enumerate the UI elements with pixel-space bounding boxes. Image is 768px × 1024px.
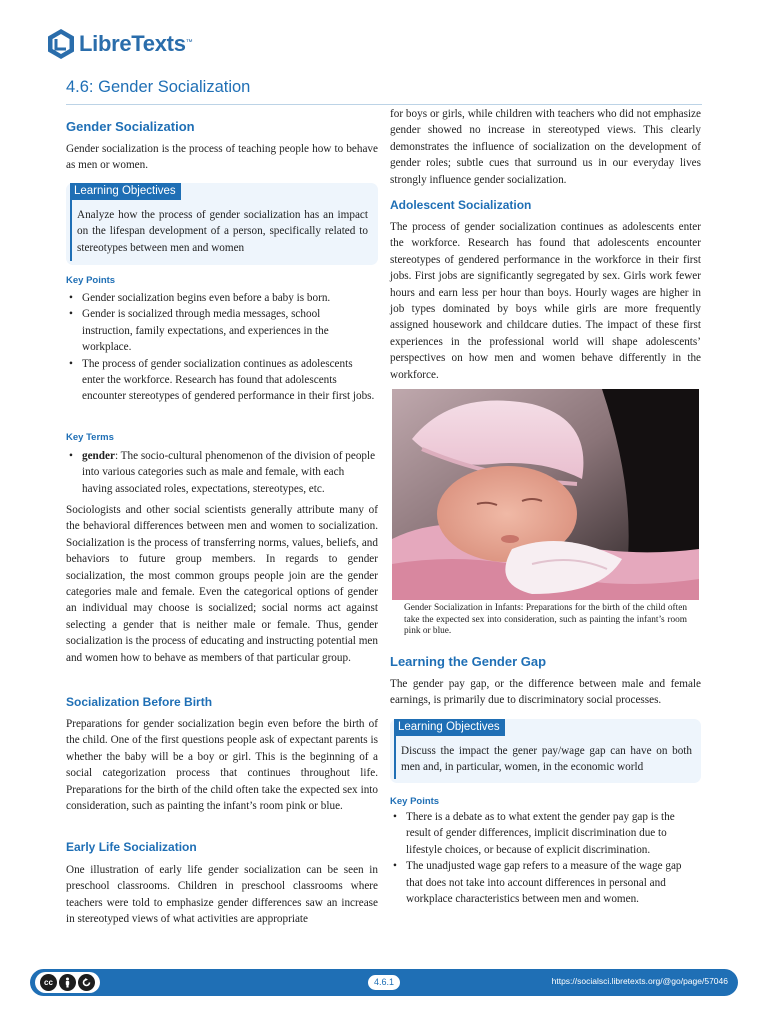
key-points-heading-2: Key Points: [390, 796, 440, 807]
heading-adolescent-socialization: Adolescent Socialization: [390, 198, 532, 212]
share-alike-icon: [81, 977, 92, 988]
key-points-list-1: [66, 290, 378, 405]
title-divider: [66, 104, 702, 105]
key-points-list-2: [390, 809, 701, 907]
key-points-heading-1: Key Points: [66, 275, 116, 286]
list-item: • The process of gender socialization continues as adolescents enter the workforce. Research has found that adolescents encounter stereotypes of gendered performance in their first jobs.: [66, 356, 378, 405]
key-terms-list: [66, 448, 378, 497]
page-number: 4.6.1: [368, 975, 400, 990]
infant-photo: [392, 389, 699, 600]
libretexts-logo-icon: [46, 28, 76, 60]
heading-early-life-socialization: Early Life Socialization: [66, 840, 197, 854]
list-item: • Gender is socialized through media messages, school instruction, family expectations, and experiences in the workplace.: [66, 306, 378, 355]
box-accent-rule: [70, 197, 72, 261]
sa-icon: [78, 974, 95, 991]
cc-icon: cc: [40, 974, 57, 991]
list-item: [66, 448, 378, 497]
brand-trademark: ™: [185, 39, 193, 46]
brand-name: LibreTexts: [79, 31, 186, 56]
heading-socialization-before-birth: Socialization Before Birth: [66, 695, 213, 709]
page-title: 4.6: Gender Socialization: [66, 78, 251, 96]
list-item: • There is a debate as to what extent the gender pay gap is the result of gender differences, implicit discrimination due to lifestyle choices, or because of explicit discrimination.: [390, 809, 701, 858]
heading-gender-socialization: Gender Socialization: [66, 119, 195, 134]
before-birth-paragraph: Preparations for gender socialization begin even before the birth of the child. One of the first questions people ask of expectant parents is whether the baby will be a boy or girl. This is the beginning of a social categorization process that continues throughout life. Preparations for the birth of the child often take the expected sex into consideration, such as painting the infant’s room pink or blue.: [66, 718, 378, 813]
by-icon: [59, 974, 76, 991]
learning-objectives-tag: Learning Objectives: [394, 719, 505, 736]
list-item: • The unadjusted wage gap refers to a measure of the wage gap that does not take into account differences in personal and workplace characteristics between men and women.: [390, 858, 701, 907]
continued-paragraph: for boys or girls, while children with teachers who did not emphasize gender showed no increase in stereotyped views. This clearly demonstrates the influence of socialization on the development of gender roles; subtle cues that surround us in our everyday lives strongly influence gender socialization.: [390, 108, 701, 186]
heading-learning-gender-gap: Learning the Gender Gap: [390, 654, 547, 669]
learning-objectives-text: Discuss the impact the gener pay/wage gap can have on both men and, in particular, women, in the economic world: [401, 745, 692, 774]
learning-objectives-tag: Learning Objectives: [70, 183, 181, 200]
adolescent-paragraph: The process of gender socialization continues as adolescents enter the workforce. Research has found that adolescents encounter stereotypes of gendered performance in the workforce in their first jobs. First jobs are significantly segregated by sex. Girls work fewer hours and earn less per hour than boys. Hourly wages are higher in job types dominated by boys while girls are more frequently assigned housework and childcare duties. The impact of these first experiences in the professional world will shape adolescents’ perspectives on how men and women behave differently in the workforce.: [390, 221, 701, 381]
key-terms-heading: Key Terms: [66, 432, 114, 443]
intro-paragraph: Gender socialization is the process of teaching people how to behave as men or women.: [66, 143, 378, 172]
page-url[interactable]: https://socialsci.libretexts.org/@go/page/57046: [551, 976, 728, 986]
key-term: gender: [82, 450, 115, 462]
early-life-paragraph: One illustration of early life gender socialization can be seen in preschool classrooms. Children in preschool classrooms where teachers were told to emphasize gender differences saw an increase in stereotyped views of what activities are appropriate: [66, 864, 378, 926]
learning-objectives-box-1: [66, 183, 378, 265]
key-term-definition: : The socio-cultural phenomenon of the division of people into various categories such as male and female, with each having associated roles, expectations, stereotypes, etc.: [82, 450, 376, 495]
list-item: • Gender socialization begins even before a baby is born.: [66, 290, 378, 306]
sociologists-paragraph: Sociologists and other social scientists generally attribute many of the behavioral differences between men and women to socialization. Socialization is the process of transferring norms, values, beliefs, and behaviors to future group members. In regards to gender socialization, the most common groups people join are the gender categories male and female. Even the categorical options of gender an individual may choose is socialized; social norms act against selecting a gender that is neither male or female. Thus, gender socialization is the process of educating and instructing potential men and women how to behave as members of that particular group.: [66, 504, 378, 664]
box-accent-rule: [394, 733, 396, 779]
page-footer: [30, 969, 738, 996]
person-icon: [62, 977, 73, 988]
infant-photo-illustration: [392, 389, 699, 600]
learning-objectives-text: Analyze how the process of gender socialization has an impact on the lifespan development of a person, specifically related to stereotypes between men and women: [77, 209, 368, 254]
license-badge[interactable]: [35, 972, 100, 993]
learning-objectives-box-2: [390, 719, 701, 783]
gender-gap-paragraph: The gender pay gap, or the difference between male and female earnings, is primarily due to discriminatory social processes.: [390, 678, 701, 707]
libretexts-logo[interactable]: [46, 27, 193, 61]
figure-caption: Gender Socialization in Infants: Preparations for the birth of the child often take the expected sex into consideration, such as painting the infant’s room pink or blue.: [404, 603, 687, 637]
